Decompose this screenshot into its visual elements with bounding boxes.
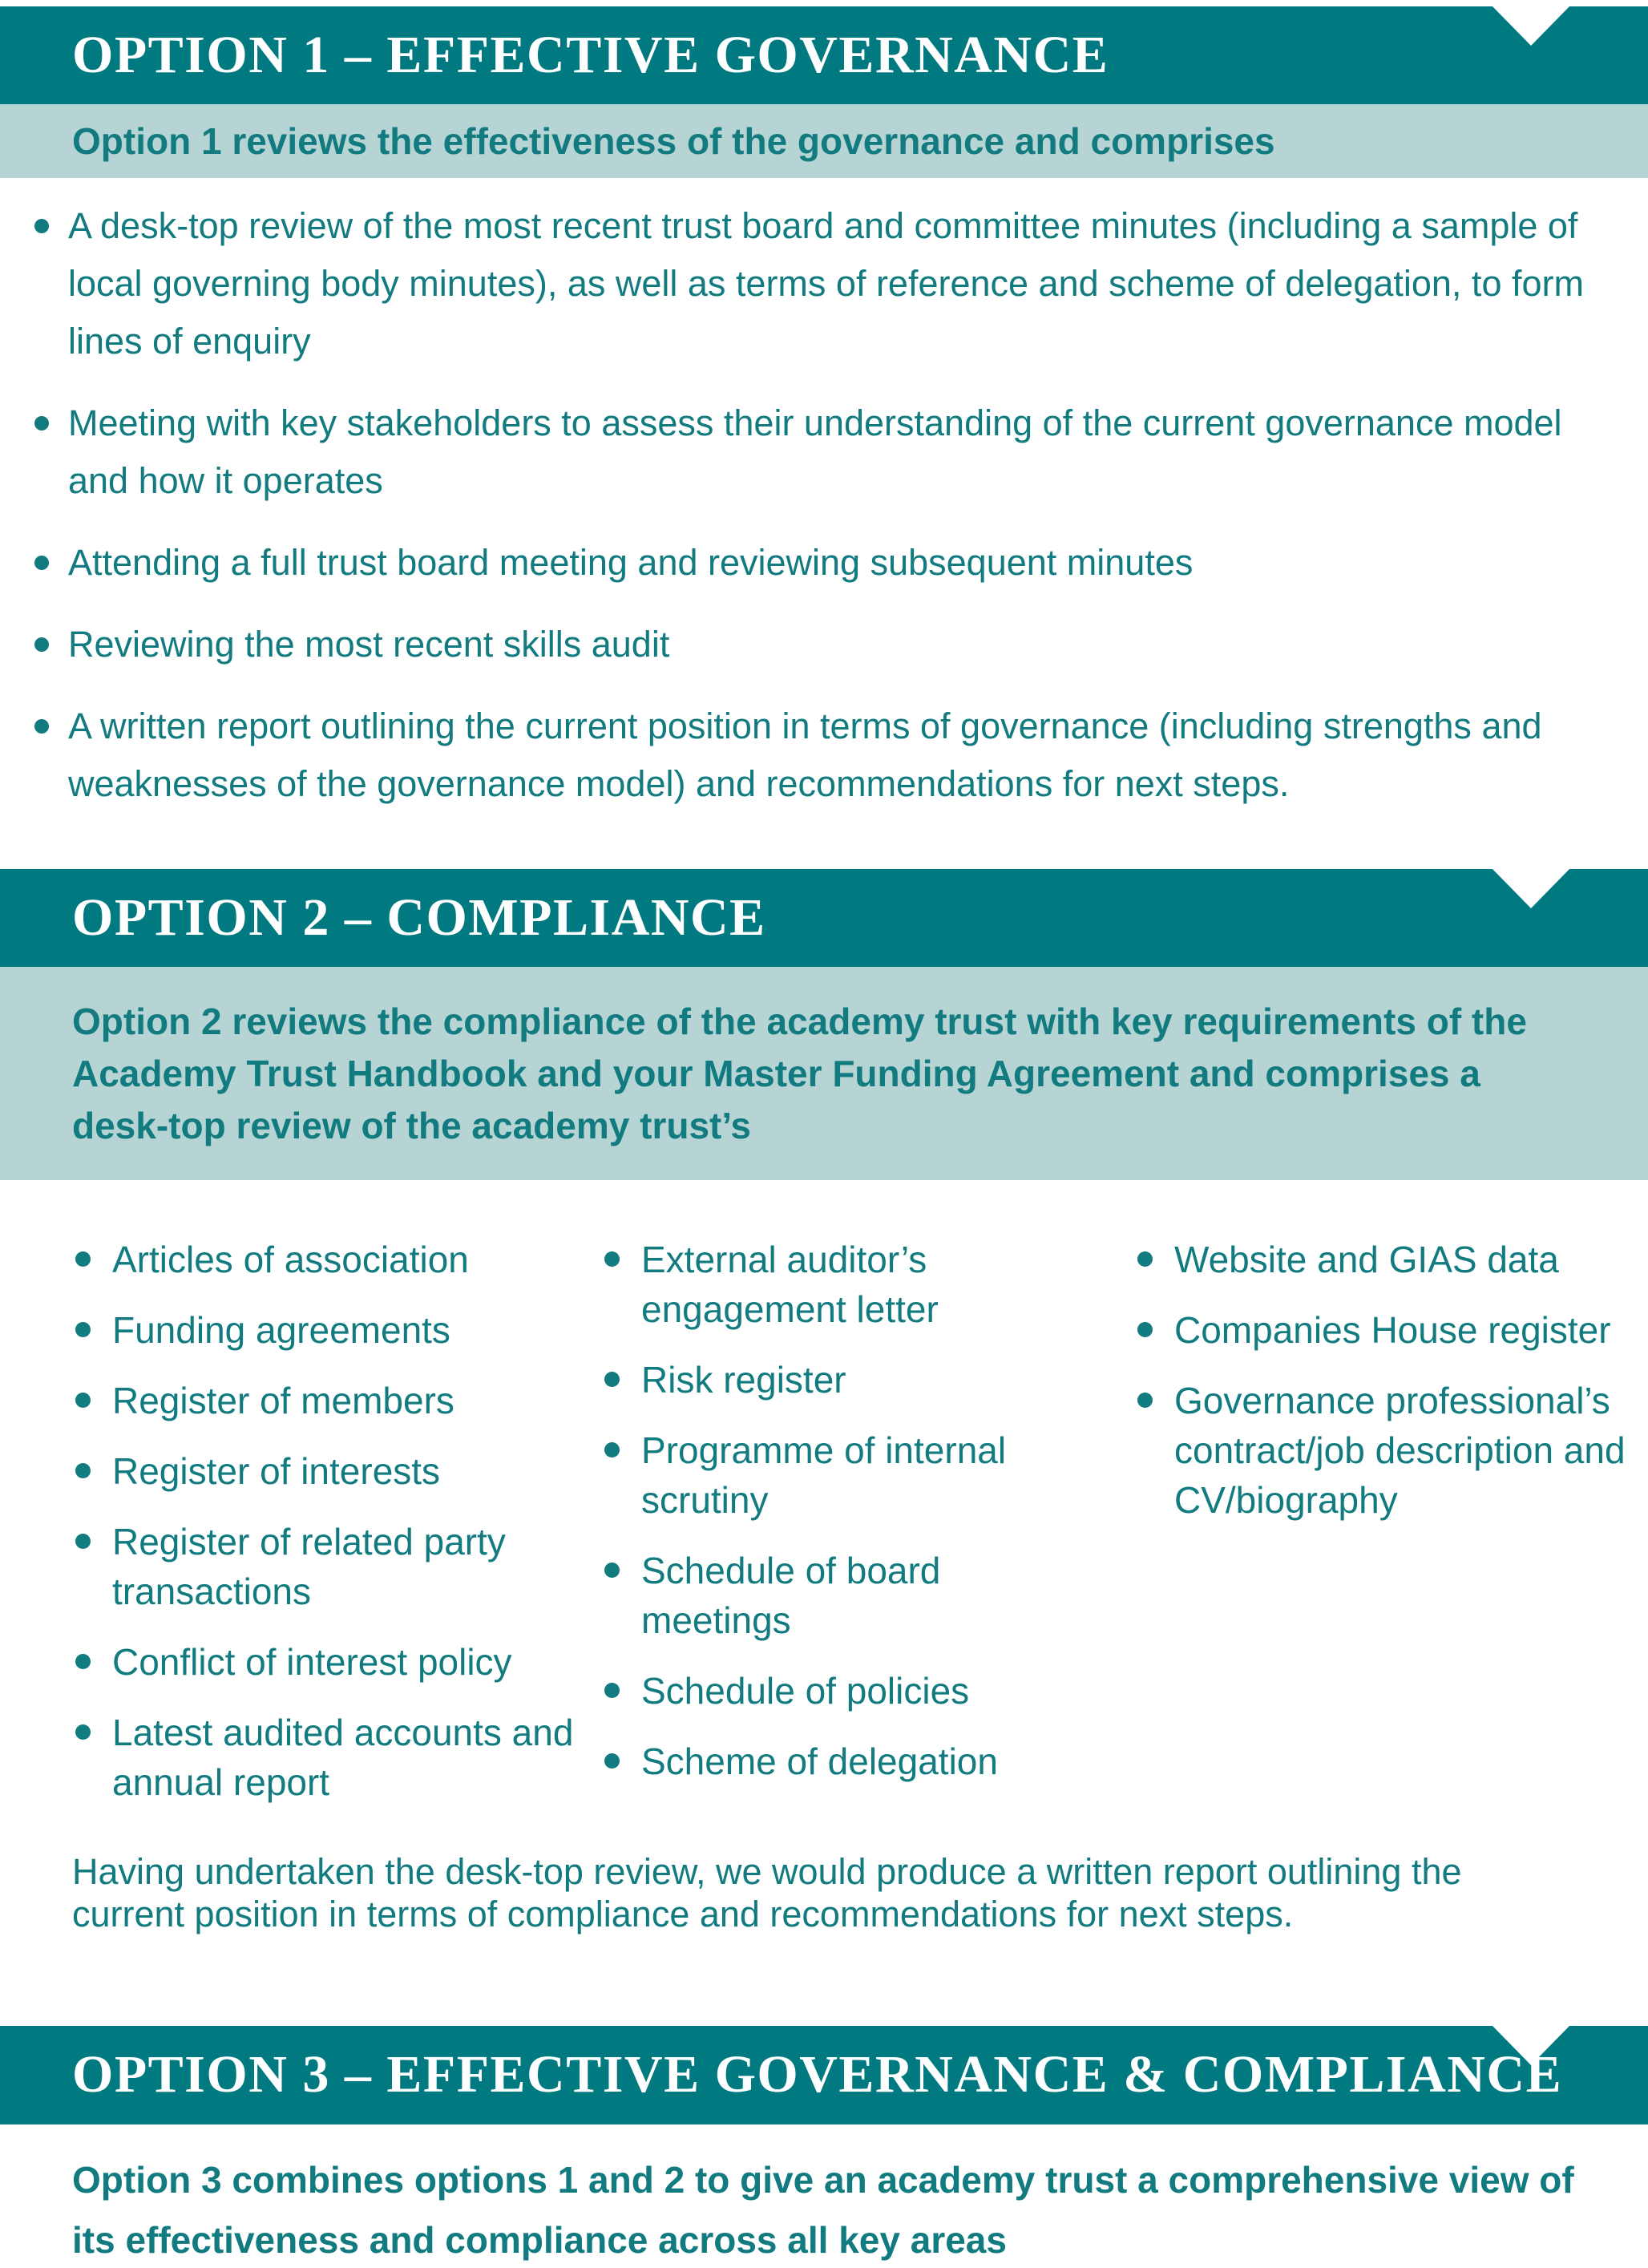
option1-bullet-list — [68, 197, 1595, 837]
bullet-dot-icon — [34, 556, 49, 570]
list-item-text: Register of members — [112, 1380, 454, 1421]
list-item — [68, 534, 1595, 592]
list-item-text: Reviewing the most recent skills audit — [68, 624, 670, 665]
bullet-dot-icon — [75, 1463, 91, 1478]
list-item — [1174, 1376, 1635, 1525]
list-item-text: Schedule of board meetings — [641, 1550, 941, 1641]
bullet-dot-icon — [604, 1753, 620, 1769]
bullet-dot-icon — [34, 719, 49, 734]
list-item-text: A desk-top review of the most recent trust board and committee minutes (including a sample of local governing body minutes), as well as terms of reference and scheme of delegation, to form lines of enquiry — [68, 205, 1584, 362]
list-item-text: Companies House register — [1174, 1309, 1611, 1351]
bullet-dot-icon — [604, 1683, 620, 1698]
list-item — [641, 1425, 1062, 1525]
list-item — [112, 1305, 581, 1355]
list-item-text: Risk register — [641, 1359, 846, 1401]
banner-notch-icon — [1492, 869, 1569, 908]
option2-subtitle-band — [0, 967, 1648, 1180]
bullet-dot-icon — [75, 1654, 91, 1669]
list-item-text: Scheme of delegation — [641, 1740, 998, 1782]
bullet-dot-icon — [34, 219, 49, 233]
list-item — [112, 1376, 581, 1425]
list-item-text: Articles of association — [112, 1239, 469, 1280]
list-item — [641, 1736, 1062, 1786]
option1-subtitle: Option 1 reviews the effectiveness of the governance and comprises — [72, 120, 1275, 162]
list-item — [68, 616, 1595, 673]
list-item-text: Conflict of interest policy — [112, 1641, 512, 1683]
option2-summary-paragraph: Having undertaken the desk-top review, we would produce a written report outlining the current position in terms of compliance and recommendations for next steps. — [72, 1851, 1462, 1934]
list-item-text: Programme of internal scrutiny — [641, 1429, 1007, 1521]
bullet-dot-icon — [34, 416, 49, 431]
list-item-text: Meeting with key stakeholders to assess their understanding of the current governance model and how it operates — [68, 402, 1562, 501]
bullet-dot-icon — [1137, 1251, 1153, 1267]
list-item — [112, 1517, 581, 1616]
list-item-text: External auditor’s engagement letter — [641, 1239, 939, 1330]
bullet-dot-icon — [75, 1724, 91, 1740]
option3-banner — [0, 2026, 1648, 2124]
bullet-dot-icon — [75, 1534, 91, 1549]
list-item-text: Attending a full trust board meeting and reviewing subsequent minutes — [68, 542, 1194, 583]
bullet-dot-icon — [34, 637, 49, 652]
list-item — [641, 1235, 1062, 1334]
list-item — [1174, 1235, 1635, 1284]
list-item — [112, 1235, 581, 1284]
bullet-dot-icon — [75, 1393, 91, 1408]
bullet-dot-icon — [604, 1372, 620, 1387]
list-item — [112, 1637, 581, 1687]
list-item — [68, 697, 1595, 813]
list-item — [68, 394, 1595, 510]
option1-title: OPTION 1 – EFFECTIVE GOVERNANCE — [72, 26, 1109, 84]
list-item — [112, 1708, 581, 1807]
bullet-dot-icon — [1137, 1322, 1153, 1337]
list-item — [641, 1546, 1062, 1645]
banner-notch-icon — [1492, 6, 1569, 46]
list-item — [68, 197, 1595, 370]
option2-column-2 — [641, 1235, 1062, 1807]
bullet-dot-icon — [604, 1251, 620, 1267]
bullet-dot-icon — [604, 1563, 620, 1578]
list-item-text: Schedule of policies — [641, 1670, 970, 1712]
option2-subtitle: Option 2 reviews the compliance of the academy trust with key requirements of the Academy Trust Handbook and your Master Funding Agreement and comprises a desk-top review of the academy trust’s — [72, 1001, 1527, 1146]
banner-notch-icon — [1492, 2026, 1569, 2065]
option2-banner — [0, 869, 1648, 967]
option2-column-1 — [112, 1235, 581, 1828]
option3-title: OPTION 3 – EFFECTIVE GOVERNANCE & COMPLIANCE — [72, 2045, 1563, 2104]
option2-column-3 — [1174, 1235, 1635, 1546]
bullet-dot-icon — [75, 1322, 91, 1337]
bullet-dot-icon — [1137, 1393, 1153, 1408]
list-item-text: Website and GIAS data — [1174, 1239, 1559, 1280]
option2-title: OPTION 2 – COMPLIANCE — [72, 888, 766, 947]
list-item-text: Governance professional’s contract/job description and CV/biography — [1174, 1380, 1626, 1521]
list-item-text: A written report outlining the current position in terms of governance (including strengths and weaknesses of the governance model) and recommendations for next steps. — [68, 705, 1542, 804]
list-item — [641, 1666, 1062, 1716]
bullet-dot-icon — [75, 1251, 91, 1267]
bullet-dot-icon — [604, 1442, 620, 1457]
option3-subtitle: Option 3 combines options 1 and 2 to give an academy trust a comprehensive view of its effectiveness and compliance across all key areas — [72, 2159, 1574, 2261]
list-item-text: Register of interests — [112, 1450, 441, 1492]
list-item — [112, 1446, 581, 1496]
option1-subtitle-band — [0, 104, 1648, 178]
option1-banner — [0, 6, 1648, 104]
list-item — [1174, 1305, 1635, 1355]
list-item — [641, 1355, 1062, 1405]
list-item-text: Register of related party transactions — [112, 1521, 506, 1612]
list-item-text: Funding agreements — [112, 1309, 450, 1351]
list-item-text: Latest audited accounts and annual report — [112, 1712, 574, 1803]
